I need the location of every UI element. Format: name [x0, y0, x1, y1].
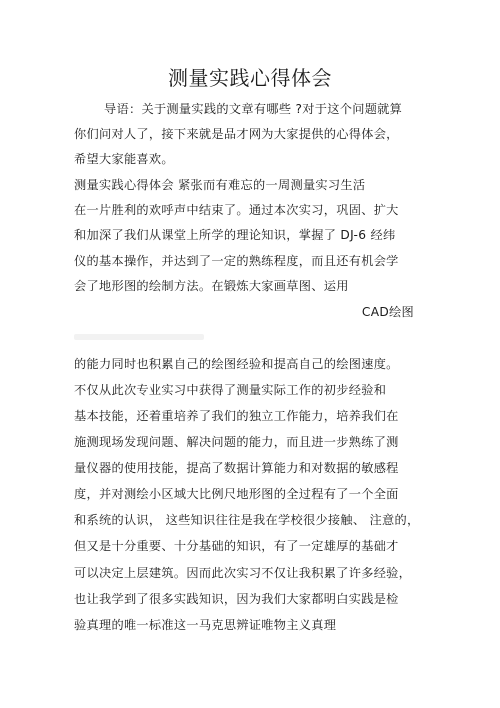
- paragraph-line: 的能力同时也积累自己的绘图经验和提高自己的绘图速度。: [74, 357, 399, 371]
- paragraph-line-right: CAD绘图: [361, 305, 414, 319]
- paragraph-line: 希望大家能喜欢。: [74, 152, 174, 166]
- paragraph-line: 会了地形图的绘制方法。在锻炼大家画草图、运用: [74, 279, 349, 293]
- paragraph-line: 量仪器的使用技能，提高了数据计算能力和对数据的敏感程: [74, 461, 399, 475]
- paragraph-line: 不仅从此次专业实习中获得了测量实际工作的初步经验和: [74, 383, 387, 397]
- paragraph-line: 基本技能，还着重培养了我们的独立工作能力，培养我们在: [74, 409, 399, 423]
- paragraph-line: 在一片胜利的欢呼声中结束了。通过本次实习，巩固、扩大: [74, 203, 399, 217]
- paragraph-line: 和加深了我们从课堂上所学的理论知识，掌握了 DJ-6 经纬: [74, 228, 396, 242]
- paragraph-line: 和系统的认识， 这些知识往往是我在学校很少接触、 注意的，: [74, 513, 420, 527]
- paragraph-line: 你们问对人了，接下来就是品才网为大家提供的心得体会，: [74, 127, 399, 141]
- paragraph-line: 可以决定上层建筑。因而此次实习不仅让我积累了许多经验，: [74, 566, 412, 580]
- paragraph-line: 也让我学到了很多实践知识，因为我们大家都明白实践是检: [74, 592, 399, 606]
- paragraph-line: 度，并对测绘小区域大比例尺地形图的全过程有了一个全面: [74, 487, 399, 501]
- document-title: 测量实践心得体会: [168, 66, 332, 90]
- faint-watermark-strip: [74, 334, 204, 340]
- paragraph-line: 但又是十分重要、十分基础的知识，有了一定雄厚的基础才: [74, 539, 399, 553]
- paragraph-line: 导语：关于测量实践的文章有哪些 ?对于这个问题就算: [104, 102, 403, 116]
- paragraph-line: 施测现场发现问题、解决问题的能力，而且进一步熟练了测: [74, 435, 399, 449]
- paragraph-line: 验真理的唯一标准这一马克思辨证唯物主义真理: [74, 618, 337, 632]
- paragraph-line: 仪的基本操作，并达到了一定的熟练程度，而且还有机会学: [74, 254, 399, 268]
- paragraph-line: 测量实践心得体会 紧张而有难忘的一周测量实习生活: [74, 178, 366, 192]
